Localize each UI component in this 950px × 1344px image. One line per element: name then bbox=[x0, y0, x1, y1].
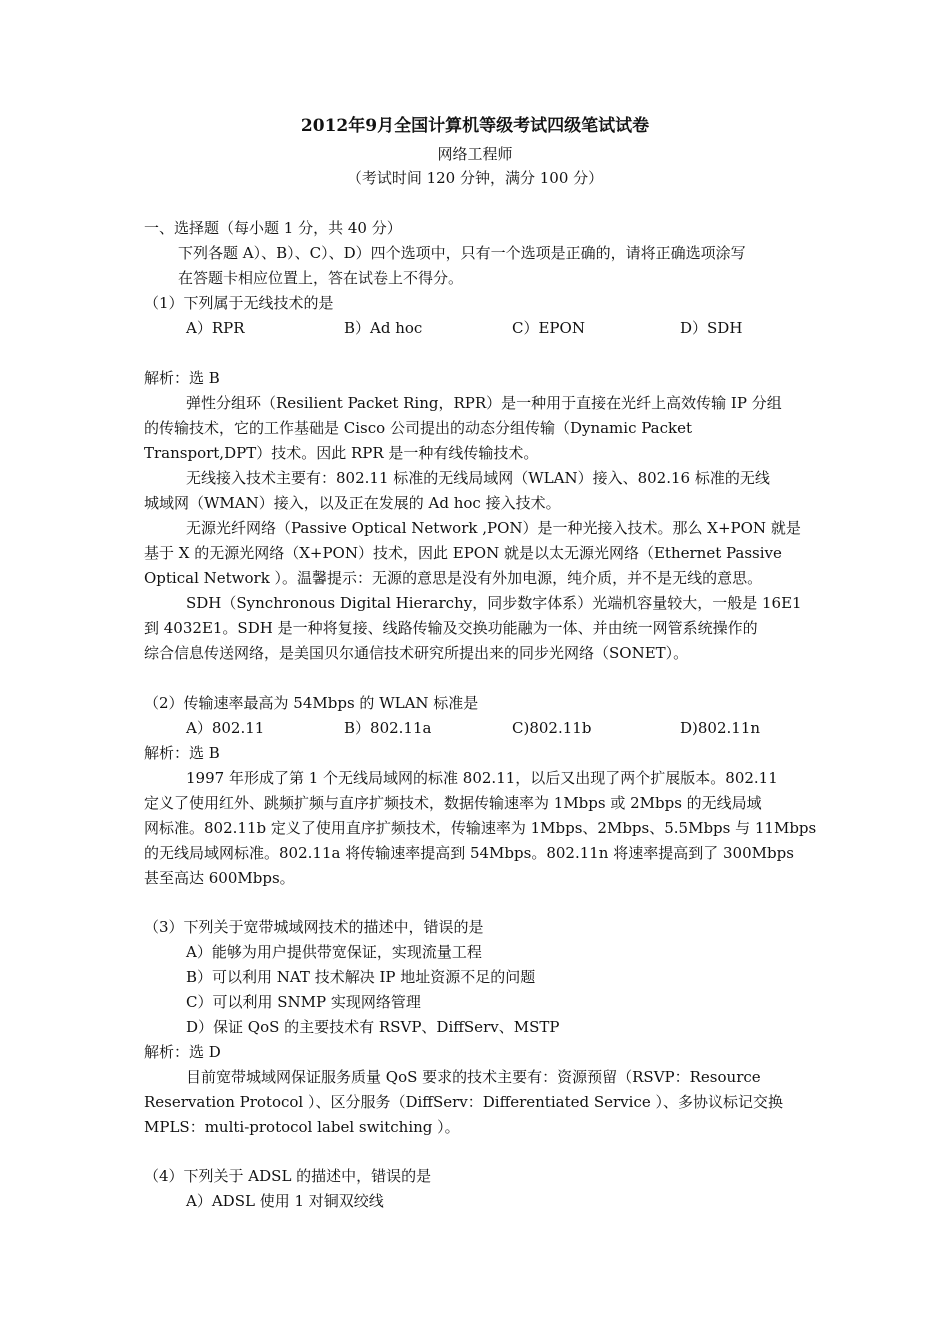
explanation-line: 城域网（WMAN）接入，以及正在发展的 Ad hoc 接入技术。 bbox=[144, 494, 561, 512]
question-stem-4: （4）下列关于 ADSL 的描述中，错误的是 bbox=[144, 1167, 432, 1185]
question-stem-2: （2）传输速率最高为 54Mbps 的 WLAN 标准是 bbox=[144, 694, 479, 712]
q2-option-d: D)802.11n bbox=[680, 719, 761, 737]
instruction-line: 下列各题 A）、B）、C）、D）四个选项中，只有一个选项是正确的，请将正确选项涂写 bbox=[178, 244, 746, 262]
page-subtitle: 网络工程师 bbox=[437, 145, 513, 163]
explanation-line: 弹性分组环（Resilient Packet Ring，RPR）是一种用于直接在光纤上高效传输 IP 分组 bbox=[186, 394, 782, 412]
section-heading: 一、选择题（每小题 1 分，共 40 分） bbox=[144, 219, 402, 237]
q3-option-d: D）保证 QoS 的主要技术有 RSVP、DiffServ、MSTP bbox=[186, 1018, 560, 1036]
explanation-line: SDH（Synchronous Digital Hierarchy，同步数字体系）光端机容量较大，一般是 16E1 bbox=[186, 594, 802, 612]
q2-option-a: A）802.11 bbox=[186, 719, 265, 737]
question-stem-1: （1）下列属于无线技术的是 bbox=[144, 294, 334, 312]
explanation-line: Reservation Protocol ）、区分服务（DiffServ：Differentiated Service ）、多协议标记交换 bbox=[144, 1093, 783, 1111]
q1-option-d: D）SDH bbox=[680, 319, 743, 337]
q3-answer: 解析：选 D bbox=[144, 1043, 221, 1061]
q3-option-c: C）可以利用 SNMP 实现网络管理 bbox=[186, 993, 421, 1011]
exam-info: （考试时间 120 分钟，满分 100 分） bbox=[346, 169, 604, 187]
explanation-line: 无源光纤网络（Passive Optical Network ,PON）是一种光接入技术。那么 X+PON 就是 bbox=[186, 519, 801, 537]
explanation-line: 甚至高达 600Mbps。 bbox=[144, 869, 295, 887]
q2-option-c: C)802.11b bbox=[512, 719, 592, 737]
q3-option-a: A）能够为用户提供带宽保证，实现流量工程 bbox=[186, 943, 482, 961]
explanation-line: 网标准。802.11b 定义了使用直序扩频技术，传输速率为 1Mbps、2Mbps、5.5Mbps 与 11Mbps bbox=[144, 819, 817, 837]
q3-option-b: B）可以利用 NAT 技术解决 IP 地址资源不足的问题 bbox=[186, 968, 536, 986]
explanation-line: 定义了使用红外、跳频扩频与直序扩频技术，数据传输速率为 1Mbps 或 2Mbps 的无线局域 bbox=[144, 794, 762, 812]
q2-answer: 解析：选 B bbox=[144, 744, 220, 762]
explanation-line: 1997 年形成了第 1 个无线局域网的标准 802.11，以后又出现了两个扩展版本。802.11 bbox=[186, 769, 778, 787]
q4-option-a: A）ADSL 使用 1 对铜双绞线 bbox=[186, 1192, 384, 1210]
q1-option-a: A）RPR bbox=[186, 319, 245, 337]
explanation-line: 无线接入技术主要有：802.11 标准的无线局域网（WLAN）接入、802.16 标准的无线 bbox=[186, 469, 770, 487]
explanation-line: 综合信息传送网络，是美国贝尔通信技术研究所提出来的同步光网络（SONET）。 bbox=[144, 644, 689, 662]
instruction-line: 在答题卡相应位置上，答在试卷上不得分。 bbox=[178, 269, 464, 287]
page-title: 2012年9月全国计算机等级考试四级笔试试卷 bbox=[300, 116, 650, 136]
explanation-line: 到 4032E1。SDH 是一种将复接、线路传输及交换功能融为一体、并由统一网管系统操作的 bbox=[144, 619, 758, 637]
q1-option-c: C）EPON bbox=[512, 319, 585, 337]
explanation-line: 基于 X 的无源光网络（X+PON）技术，因此 EPON 就是以太无源光网络（Ethernet Passive bbox=[144, 544, 782, 562]
explanation-line: MPLS：multi-protocol label switching ）。 bbox=[144, 1118, 460, 1136]
explanation-line: Transport,DPT）技术。因此 RPR 是一种有线传输技术。 bbox=[144, 444, 539, 462]
explanation-line: 的传输技术，它的工作基础是 Cisco 公司提出的动态分组传输（Dynamic Packet bbox=[144, 419, 692, 437]
question-stem-3: （3）下列关于宽带城域网技术的描述中，错误的是 bbox=[144, 918, 484, 936]
explanation-line: 的无线局域网标准。802.11a 将传输速率提高到 54Mbps。802.11n 将速率提高到了 300Mbps bbox=[144, 844, 794, 862]
explanation-line: 目前宽带城域网保证服务质量 QoS 要求的技术主要有：资源预留（RSVP：Resource bbox=[186, 1068, 761, 1086]
q2-option-b: B）802.11a bbox=[344, 719, 432, 737]
q1-answer: 解析：选 B bbox=[144, 369, 220, 387]
explanation-line: Optical Network ）。温馨提示：无源的意思是没有外加电源，纯介质，并不是无线的意思。 bbox=[144, 569, 763, 587]
q1-option-b: B）Ad hoc bbox=[344, 319, 423, 337]
